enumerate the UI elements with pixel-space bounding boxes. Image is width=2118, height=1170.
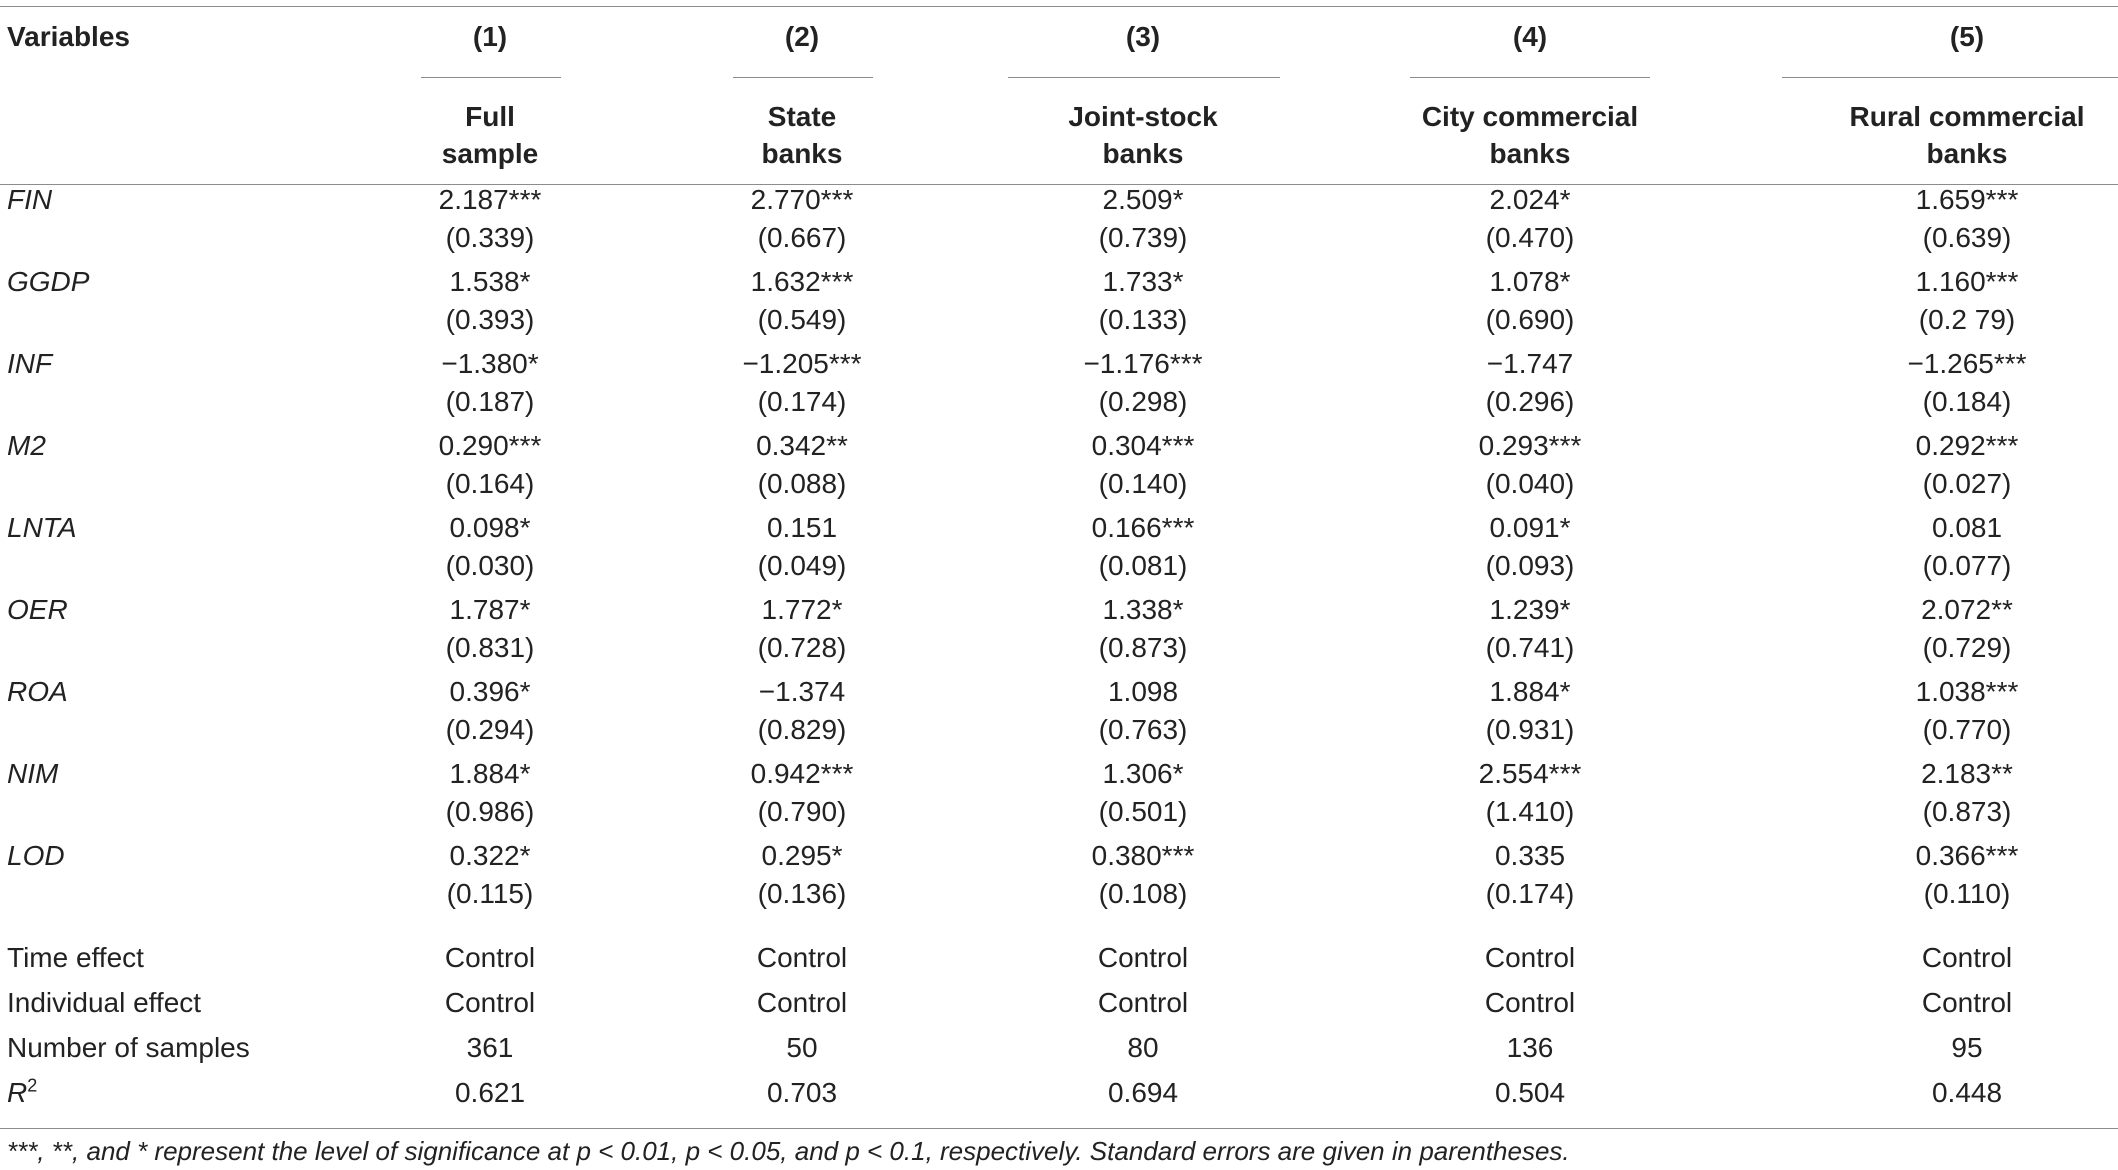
standard-error-cell: (0.763) (1098, 714, 1188, 745)
summary-cell: 136 (1506, 1032, 1554, 1063)
standard-error-cell: (0.088) (757, 468, 847, 499)
coefficient-cell: 2.770*** (750, 184, 854, 215)
standard-error-cell: (0.873) (1922, 796, 2012, 827)
standard-error-cell: (0.108) (1098, 878, 1188, 909)
summary-cell: Control (1484, 987, 1576, 1018)
coefficient-cell: 1.772* (761, 594, 843, 625)
column-number-underline (421, 77, 561, 78)
coefficient-cell: 0.942*** (750, 758, 854, 789)
coefficient-cell: 2.509* (1102, 184, 1184, 215)
r-squared-superscript: 2 (27, 1075, 38, 1096)
standard-error-cell: (0.184) (1922, 386, 2012, 417)
standard-error-cell: (0.770) (1922, 714, 2012, 745)
standard-error-cell: (0.667) (757, 222, 847, 253)
variable-name: ROA (7, 676, 68, 707)
coefficient-cell: 0.335 (1494, 840, 1566, 871)
standard-error-cell: (0.077) (1922, 550, 2012, 581)
summary-cell: 361 (466, 1032, 514, 1063)
standard-error-cell: (0.986) (445, 796, 535, 827)
coefficient-cell: 0.293*** (1478, 430, 1582, 461)
standard-error-cell: (0.339) (445, 222, 535, 253)
standard-error-cell: (0.136) (757, 878, 847, 909)
standard-error-cell: (0.690) (1485, 304, 1575, 335)
column-label-line1: Full (465, 101, 515, 132)
coefficient-cell: 0.290*** (438, 430, 542, 461)
coefficient-cell: −1.205*** (742, 348, 862, 379)
variable-name: M2 (7, 430, 46, 461)
standard-error-cell: (0.030) (445, 550, 535, 581)
column-number-underline (1410, 77, 1650, 78)
column-label-line2: banks (1926, 138, 2008, 169)
r-squared-cell: 0.504 (1494, 1077, 1566, 1108)
coefficient-cell: 0.091* (1489, 512, 1571, 543)
standard-error-cell: (0.741) (1485, 632, 1575, 663)
coefficient-cell: 1.659*** (1915, 184, 2019, 215)
coefficient-cell: 1.306* (1102, 758, 1184, 789)
variables-header: Variables (7, 21, 130, 52)
standard-error-cell: (0.829) (757, 714, 847, 745)
coefficient-cell: −1.176*** (1083, 348, 1203, 379)
coefficient-cell: 1.239* (1489, 594, 1571, 625)
standard-error-cell: (0.027) (1922, 468, 2012, 499)
header-bottom-rule (0, 184, 2118, 185)
coefficient-cell: 1.884* (1489, 676, 1571, 707)
table-bottom-rule (0, 1128, 2118, 1129)
summary-cell: 50 (786, 1032, 818, 1063)
standard-error-cell: (0.093) (1485, 550, 1575, 581)
coefficient-cell: 2.554*** (1478, 758, 1582, 789)
summary-cell: Control (1921, 987, 2013, 1018)
standard-error-cell: (0.298) (1098, 386, 1188, 417)
summary-cell: Control (444, 942, 536, 973)
top-rule (0, 6, 2118, 7)
column-number: (4) (1512, 21, 1548, 52)
column-label-line2: banks (761, 138, 843, 169)
coefficient-cell: 2.183** (1921, 758, 2013, 789)
column-label-line1: City commercial (1421, 101, 1639, 132)
coefficient-cell: 1.538* (449, 266, 531, 297)
coefficient-cell: 1.098 (1107, 676, 1179, 707)
standard-error-cell: (0.501) (1098, 796, 1188, 827)
column-number: (5) (1949, 21, 1985, 52)
coefficient-cell: 0.366*** (1915, 840, 2019, 871)
standard-error-cell: (0.549) (757, 304, 847, 335)
coefficient-cell: 0.166*** (1091, 512, 1195, 543)
coefficient-cell: 0.081 (1931, 512, 2003, 543)
column-label-line1: Joint-stock (1068, 101, 1218, 132)
coefficient-cell: −1.265*** (1907, 348, 2027, 379)
coefficient-cell: 1.632*** (750, 266, 854, 297)
column-number-underline (733, 77, 873, 78)
r-squared-cell: 0.703 (766, 1077, 838, 1108)
standard-error-cell: (0.187) (445, 386, 535, 417)
r-squared-cell: 0.621 (454, 1077, 526, 1108)
standard-error-cell: (0.049) (757, 550, 847, 581)
column-label-line2: sample (441, 138, 539, 169)
standard-error-cell: (0.393) (445, 304, 535, 335)
standard-error-cell: (0.931) (1485, 714, 1575, 745)
variable-name: LNTA (7, 512, 77, 543)
table-footnote: ***, **, and * represent the level of significance at p < 0.01, p < 0.05, and p < 0.1, respectively. Standard errors are given in parentheses. (7, 1136, 1570, 1166)
variable-name: INF (7, 348, 53, 379)
standard-error-cell: (0.133) (1098, 304, 1188, 335)
coefficient-cell: 0.151 (766, 512, 838, 543)
summary-cell: Control (1484, 942, 1576, 973)
coefficient-cell: 2.024* (1489, 184, 1571, 215)
r-squared-label (7, 1075, 38, 1108)
coefficient-cell: 1.160*** (1915, 266, 2019, 297)
coefficient-cell: 0.304*** (1091, 430, 1195, 461)
coefficient-cell: 0.292*** (1915, 430, 2019, 461)
standard-error-cell: (0.174) (757, 386, 847, 417)
r-squared-cell: 0.448 (1931, 1077, 2003, 1108)
summary-cell: Control (444, 987, 536, 1018)
coefficient-cell: 2.187*** (438, 184, 542, 215)
standard-error-cell: (0.115) (446, 878, 534, 909)
column-label-line2: banks (1489, 138, 1571, 169)
summary-cell: 95 (1951, 1032, 1983, 1063)
variable-name: OER (7, 594, 68, 625)
summary-cell: Control (1097, 987, 1189, 1018)
standard-error-cell: (0.174) (1485, 878, 1575, 909)
summary-cell: Control (1097, 942, 1189, 973)
coefficient-cell: 0.396* (449, 676, 531, 707)
r-squared-cell: 0.694 (1107, 1077, 1179, 1108)
standard-error-cell: (0.296) (1485, 386, 1575, 417)
coefficient-cell: 1.733* (1102, 266, 1184, 297)
standard-error-cell: (0.040) (1485, 468, 1575, 499)
coefficient-cell: 0.295* (761, 840, 843, 871)
coefficient-cell: 1.787* (449, 594, 531, 625)
r-squared-symbol: R (7, 1077, 28, 1108)
column-number: (3) (1125, 21, 1161, 52)
coefficient-cell: 1.338* (1102, 594, 1184, 625)
column-label-line1: State (767, 101, 837, 132)
summary-cell: Control (1921, 942, 2013, 973)
standard-error-cell: (1.410) (1485, 796, 1575, 827)
coefficient-cell: 2.072** (1921, 594, 2013, 625)
summary-cell: 80 (1127, 1032, 1159, 1063)
variable-name: NIM (7, 758, 59, 789)
column-number: (1) (472, 21, 508, 52)
standard-error-cell: (0.729) (1922, 632, 2012, 663)
standard-error-cell: (0.831) (445, 632, 535, 663)
summary-row-label: Time effect (7, 942, 144, 973)
standard-error-cell: (0.470) (1485, 222, 1575, 253)
variable-name: LOD (7, 840, 65, 871)
column-label-line1: Rural commercial (1849, 101, 2085, 132)
coefficient-cell: 0.380*** (1091, 840, 1195, 871)
standard-error-cell: (0.739) (1098, 222, 1188, 253)
coefficient-cell: 1.884* (449, 758, 531, 789)
standard-error-cell: (0.2 79) (1918, 304, 2016, 335)
summary-cell: Control (756, 987, 848, 1018)
coefficient-cell: 0.342** (756, 430, 848, 461)
standard-error-cell: (0.140) (1098, 468, 1188, 499)
coefficient-cell: 1.078* (1489, 266, 1571, 297)
standard-error-cell: (0.294) (445, 714, 535, 745)
standard-error-cell: (0.164) (445, 468, 535, 499)
column-number-underline (1782, 77, 2118, 78)
standard-error-cell: (0.728) (757, 632, 847, 663)
variable-name: GGDP (7, 266, 90, 297)
summary-row-label: Individual effect (7, 987, 202, 1018)
standard-error-cell: (0.790) (757, 796, 847, 827)
standard-error-cell: (0.110) (1923, 878, 2011, 909)
coefficient-cell: 0.098* (449, 512, 531, 543)
standard-error-cell: (0.081) (1098, 550, 1188, 581)
column-number-underline (1008, 77, 1280, 78)
coefficient-cell: −1.747 (1486, 348, 1574, 379)
summary-row-label: Number of samples (7, 1032, 250, 1063)
coefficient-cell: −1.380* (441, 348, 539, 379)
standard-error-cell: (0.639) (1922, 222, 2012, 253)
standard-error-cell: (0.873) (1098, 632, 1188, 663)
coefficient-cell: 0.322* (449, 840, 531, 871)
column-label-line2: banks (1102, 138, 1184, 169)
coefficient-cell: −1.374 (758, 676, 846, 707)
summary-cell: Control (756, 942, 848, 973)
variable-name: FIN (7, 184, 53, 215)
column-number: (2) (784, 21, 820, 52)
coefficient-cell: 1.038*** (1915, 676, 2019, 707)
